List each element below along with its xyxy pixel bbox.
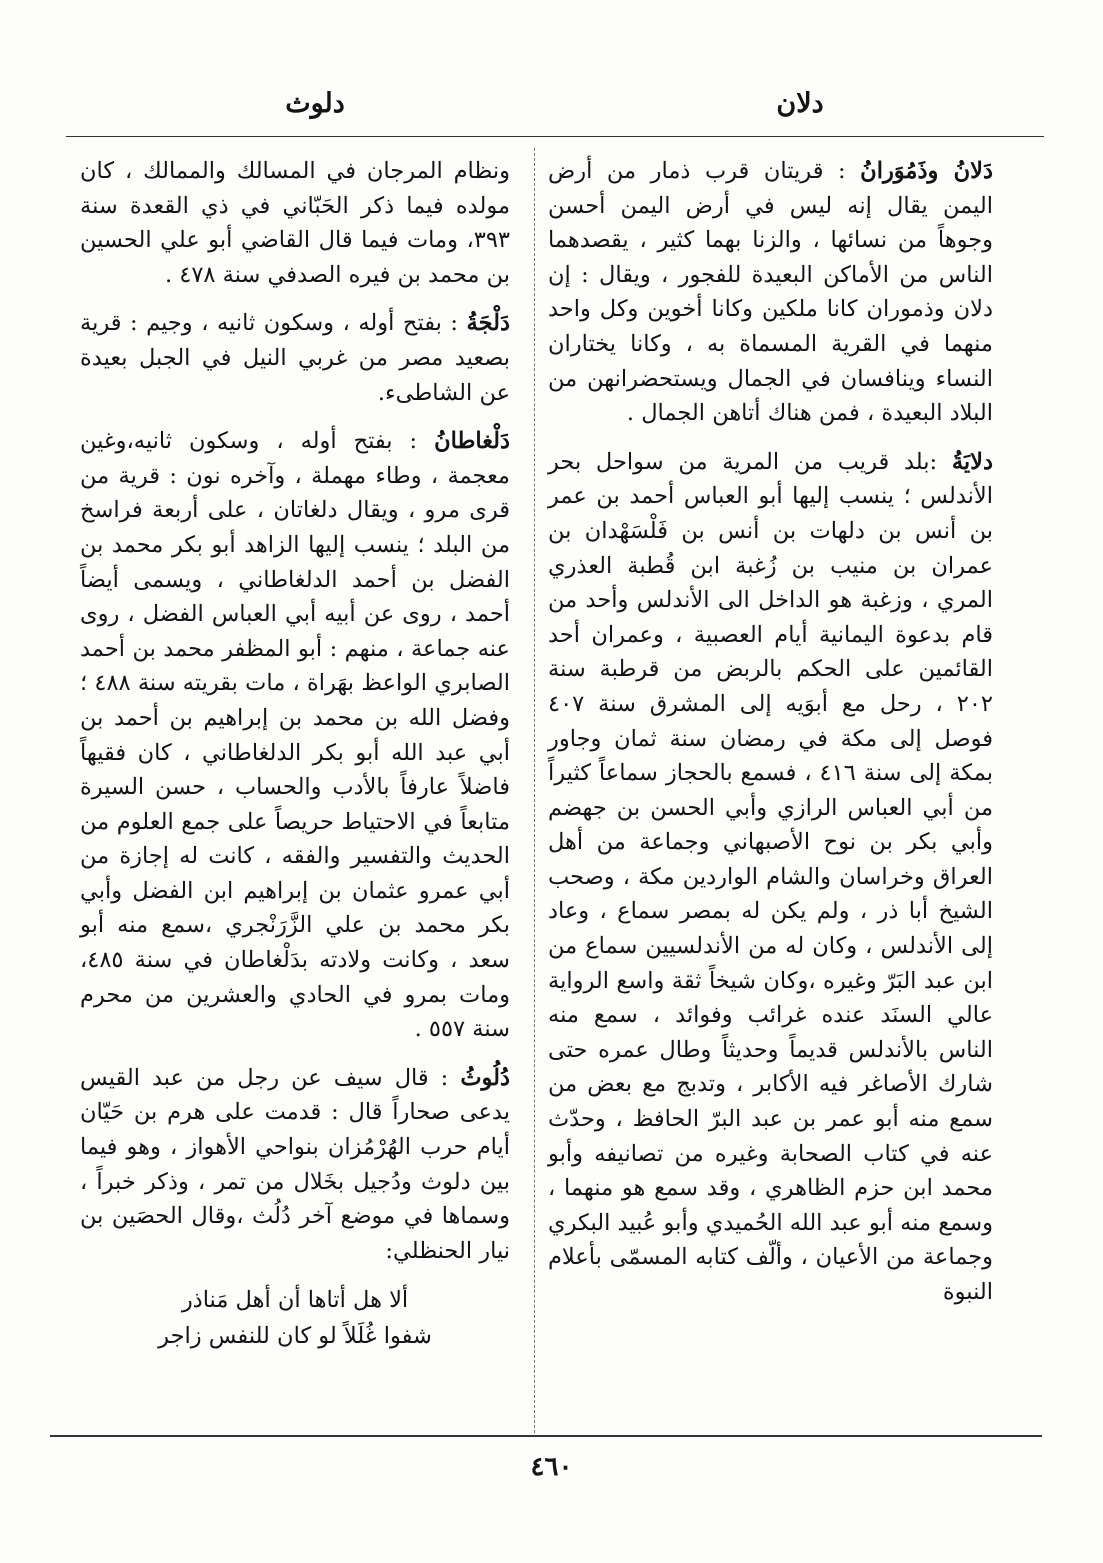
entry-duluth [80, 1061, 510, 1269]
entry-continuation [80, 154, 510, 292]
entry-text: : قال سيف عن رجل من عبد القيس يدعى صحاراً قال : قدمت على هرم بن حَيّان أيام حرب الهُرْمُزان بنواحي الأهواز ، وهو فيما بين دلوث ودُجيل بخَلال من تمر ، وذكر خبراً ، وسماها في موضع آخر دُلُث ،وقال الحصَين بن نيار الحنظلي: [80, 1064, 510, 1264]
footer-rule [50, 1435, 1042, 1437]
headword: دَلْجَةُ [466, 310, 510, 337]
entry-dalaya [548, 445, 993, 1310]
entry-text: : قريتان قرب ذمار من أرض اليمن يقال إنه ليس في أرض اليمن أحسن وجوهاً من نسائها ، والزنا بهما كثير ، يقصدهما الناس من الأماكن البعيدة للفجور ، ويقال : إن دلان وذموران كانا ملكين وكانا أخوين وكل واحد منهما في القرية المسماة به ، وكانا يختاران النساء وينافسان في الجمال ويستحضرانهن من البلاد البعيدة ، فمن هناك أتاهن الجمال . [548, 158, 993, 427]
headword: دلايَةُ [951, 448, 993, 475]
entry-text: : بفتح أوله ، وسكون ثانيه،وغين معجمة ، وطاء مهملة ، وآخره نون : قرية من قرى مرو ، ويقال دلغاتان ، على أربعة فراسخ من البلد ؛ ينسب إليها الزاهد أبو بكر محمد بن الفضل بن أحمد الدلغاطاني ، ويسمى أيضاً أحمد ، روى عن أبيه أبي العباس الفضل ، روى عنه جماعة ، منهم : أبو المظفر محمد بن أحمد الصابري الواعظ بهَراة ، مات بقريته سنة ٤٨٨ ؛ وفضل الله بن محمد بن إبراهيم بن أحمد بن أبي عبد الله أبو بكر الدلغاطاني ، كان فقيهاً فاضلاً عارفاً بالأدب والحساب ، حسن السيرة متابعاً في الاحتياط حريصاً على جمع العلوم من الحديث والتفسير والفقه ، كانت له إجازة من أبي عمرو عثمان بن إبراهيم ابن الفضل وأبي بكر محمد بن علي الزَّرَنْجري ،سمع منه أبو سعد ، وكانت ولادته بدَلْغاطان في سنة ٤٨٥، ومات بمرو في الحادي والعشرين من محرم سنة ٥٥٧ . [80, 428, 510, 1043]
verse-line: ألا هل أتاها أن أهل مَناذر [181, 1287, 409, 1314]
running-head-right: دلان [776, 88, 824, 119]
headword: دَلْغاطانُ [434, 428, 510, 455]
verse [80, 1282, 510, 1354]
verse-line: شفوا غُلَلاً لو كان للنفس زاجر [158, 1323, 432, 1350]
entry-text: :بلد قريب من المرية من سواحل بحر الأندلس ؛ ينسب إليها أبو العباس أحمد بن عمر بن أنس بن دلهات بن أنس بن فَلْسَهْدان بن عمران بن منيب بن زُغبة ابن قُطبة العذري المري ، وزغبة هو الداخل الى الأندلس وأحد من قام بدعوة اليمانية أيام العصبية ، وعمران أحد القائمين على الحكم بالربض من قرطبة سنة ٢٠٢ ، رحل مع أبوَيه إلى المشرق سنة ٤٠٧ فوصل إلى مكة في رمضان سنة ثمان وجاور بمكة إلى سنة ٤١٦ ، فسمع بالحجاز سماعاً كثيراً من أبي العباس الرازي وأبي الحسن بن جهضم وأبي بكر بن نوح الأصبهاني وجماعة من أهل العراق وخراسان والشام الواردين مكة ، وصحب الشيخ أبا ذر ، ولم يكن له بمصر سماع ، وعاد إلى الأندلس ، وكان له من الأندلسيين سماع من ابن عبد البَرّ وغيره ،وكان شيخاً ثقة واسع الرواية عالي السنَد عنده غرائب وفوائد ، سمع منه الناس بالأندلس قديماً وحديثاً وطال عمره حتى شارك الأصاغر فيه الأكابر ، وتدبج مع بعض من سمع منه أبو عمر بن عبد البرّ الحافظ ، وحدّث عنه في كتاب الصحابة وغيره من تصانيفه وأبو محمد ابن حزم الظاهري ، وقد سمع هو منهما ، وسمع منه أبو عبد الله الحُميدي وأبو عُبيد البكري وجماعة من الأعيان ، وألّف كتابه المسمّى بأعلام النبوة [548, 448, 994, 1305]
entry-text: ونظام المرجان في المسالك والممالك ، كان مولده فيما ذكر الحَبّاني في ذي القعدة سنة ٣٩٣، ومات فيما قال القاضي أبو علي الحسين بن محمد بن فيره الصدفي سنة ٤٧٨ . [80, 158, 510, 288]
headword: دَلانُ وذَمُوَرانُ [860, 158, 993, 184]
left-column [80, 154, 510, 1354]
entry-daljah [80, 306, 510, 410]
headword: دُلُوثُ [460, 1064, 510, 1091]
column-divider [534, 148, 535, 1433]
entry-text: : بفتح أوله ، وسكون ثانيه ، وجيم : قرية بصعيد مصر من غربي النيل في الجبل بعيدة عن الشاطىء. [80, 310, 510, 406]
header-rule [66, 136, 1044, 137]
right-column [548, 154, 993, 1324]
entry-dalan [548, 154, 993, 431]
entry-dalghatan [80, 424, 510, 1047]
running-head-left: دلوث [285, 88, 345, 119]
page-number: ٤٦٠ [530, 1452, 573, 1482]
